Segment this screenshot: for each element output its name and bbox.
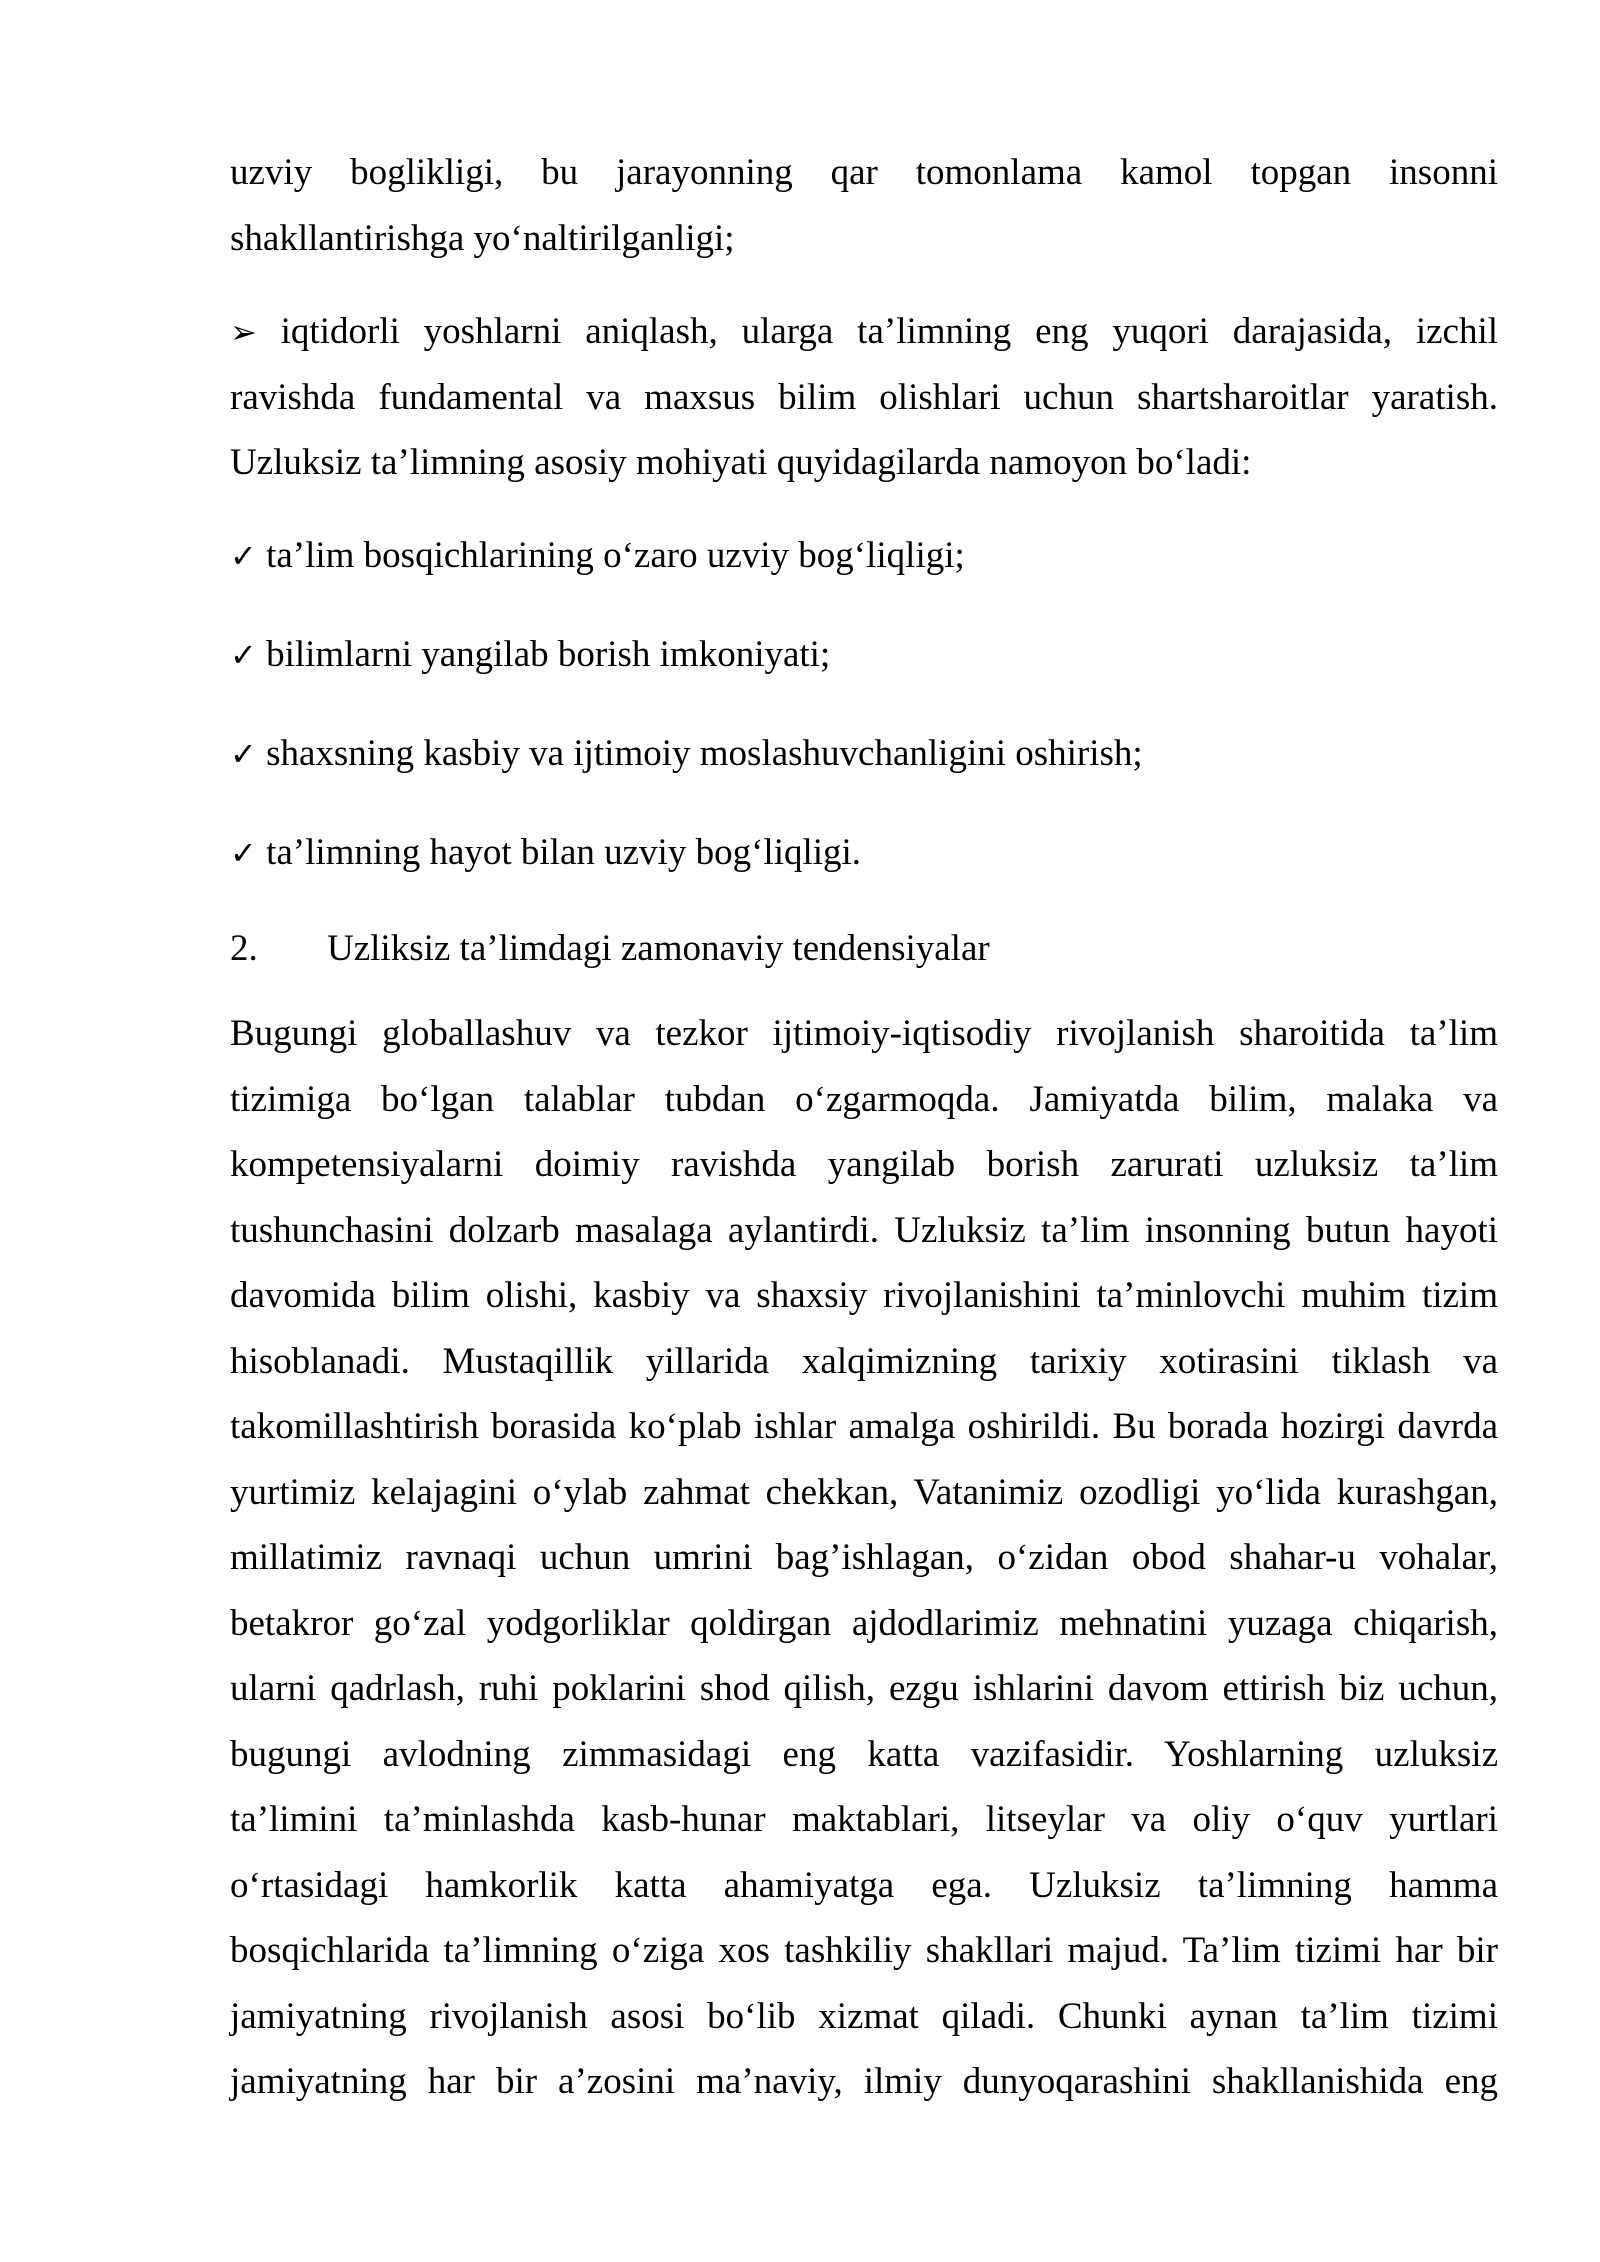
paragraph-line: millatimiz ravnaqi uchun umrini bag’ishlagan, o‘zidan obod shahar-u vohalar, xyxy=(230,1537,1498,1578)
paragraph-line: tizimiga bo‘lgan talablar tubdan o‘zgarmoqda. Jamiyatda bilim, malaka va xyxy=(230,1078,1498,1120)
check-icon: ✓ xyxy=(230,636,257,674)
bullet-paragraph xyxy=(230,299,1498,496)
checklist-item xyxy=(230,523,1498,589)
list-item xyxy=(230,721,1498,787)
list-item-text: bilimlarni yangilab borish imkoniyati; xyxy=(266,634,831,675)
paragraph-line: bosqichlarida ta’limning o‘ziga xos tashkiliy shakllari majud. Ta’lim tizimi har bir xyxy=(230,1930,1498,1971)
checklist-item xyxy=(230,721,1498,787)
list-item xyxy=(230,820,1498,886)
paragraph-line-text: iqtidorli yoshlarni aniqlash, ularga ta’limning eng yuqori darajasida, izchil xyxy=(280,311,1499,352)
paragraph-line: hisoblanadi. Mustaqillik yillarida xalqimizning tarixiy xotirasini tiklash va xyxy=(230,1340,1498,1382)
list-item-text: ta’limning hayot bilan uzviy bog‘liqligi. xyxy=(266,832,862,873)
section-heading xyxy=(230,916,1498,982)
check-icon: ✓ xyxy=(230,735,257,773)
paragraph-line: o‘rtasidagi hamkorlik katta ahamiyatga ega. Uzluksiz ta’limning hamma xyxy=(230,1864,1498,1906)
paragraph-line: ravishda fundamental va maxsus bilim olishlari uchun shartsharoitlar yaratish. xyxy=(230,376,1498,418)
paragraph-line: davomida bilim olishi, kasbiy va shaxsiy rivojlanishini ta’minlovchi muhim tizim xyxy=(230,1275,1498,1316)
paragraph-line: ularni qadrlash, ruhi poklarini shod qilish, ezgu ishlarini davom ettirish biz uchun, xyxy=(230,1668,1498,1709)
arrow-bullet-icon: ➢ xyxy=(230,313,257,351)
checklist-item xyxy=(230,622,1498,688)
paragraph-line: jamiyatning har bir a’zosini ma’naviy, ilmiy dunyoqarashini shakllanishida eng xyxy=(230,2061,1498,2102)
checklist-item xyxy=(230,820,1498,886)
paragraph-line: jamiyatning rivojlanish asosi bo‘lib xizmat qiladi. Chunki aynan ta’lim tizimi xyxy=(230,1995,1498,2037)
paragraph xyxy=(230,1001,1498,2115)
paragraph-line: betakror go‘zal yodgorliklar qoldirgan ajdodlarimiz mehnatini yuzaga chiqarish, xyxy=(230,1602,1498,1644)
paragraph-line: shakllantirishga yo‘naltirilganligi; xyxy=(230,217,735,259)
check-icon: ✓ xyxy=(230,834,257,872)
paragraph-line: yurtimiz kelajagini o‘ylab zahmat chekkan, Vatanimiz ozodligi yo‘lida kurashgan, xyxy=(230,1471,1498,1513)
paragraph-line xyxy=(230,299,1498,365)
heading-line xyxy=(230,916,1498,982)
paragraph-line: Bugungi globallashuv va tezkor ijtimoiy-iqtisodiy rivojlanish sharoitida ta’lim xyxy=(230,1013,1498,1054)
check-icon: ✓ xyxy=(230,537,257,575)
list-item-text: ta’lim bosqichlarining o‘zaro uzviy bog‘liqligi; xyxy=(266,535,965,576)
paragraph-line: ta’limini ta’minlashda kasb-hunar maktablari, litseylar va oliy o‘quv yurtlari xyxy=(230,1799,1498,1840)
list-item xyxy=(230,622,1498,688)
section-number: 2. xyxy=(230,928,258,969)
paragraph-line: Uzluksiz ta’limning asosiy mohiyati quyidagilarda namoyon bo‘ladi: xyxy=(230,442,1252,483)
paragraph-line: bugungi avlodning zimmasidagi eng katta vazifasidir. Yoshlarning uzluksiz xyxy=(230,1733,1498,1775)
paragraph-line: takomillashtirish borasida ko‘plab ishlar amalga oshirildi. Bu borada hozirgi davrda xyxy=(230,1406,1498,1447)
section-title: Uzliksiz ta’limdagi zamonaviy tendensiyalar xyxy=(327,928,990,969)
paragraph xyxy=(230,140,1498,271)
paragraph-line: kompetensiyalarni doimiy ravishda yangilab borish zarurati uzluksiz ta’lim xyxy=(230,1144,1498,1185)
paragraph-line: uzviy boglikligi, bu jarayonning qar tomonlama kamol topgan insonni xyxy=(230,152,1498,193)
list-item xyxy=(230,523,1498,589)
list-item-text: shaxsning kasbiy va ijtimoiy moslashuvchanligini oshirish; xyxy=(266,733,1143,774)
paragraph-line: tushunchasini dolzarb masalaga aylantirdi. Uzluksiz ta’lim insonning butun hayoti xyxy=(230,1209,1498,1251)
